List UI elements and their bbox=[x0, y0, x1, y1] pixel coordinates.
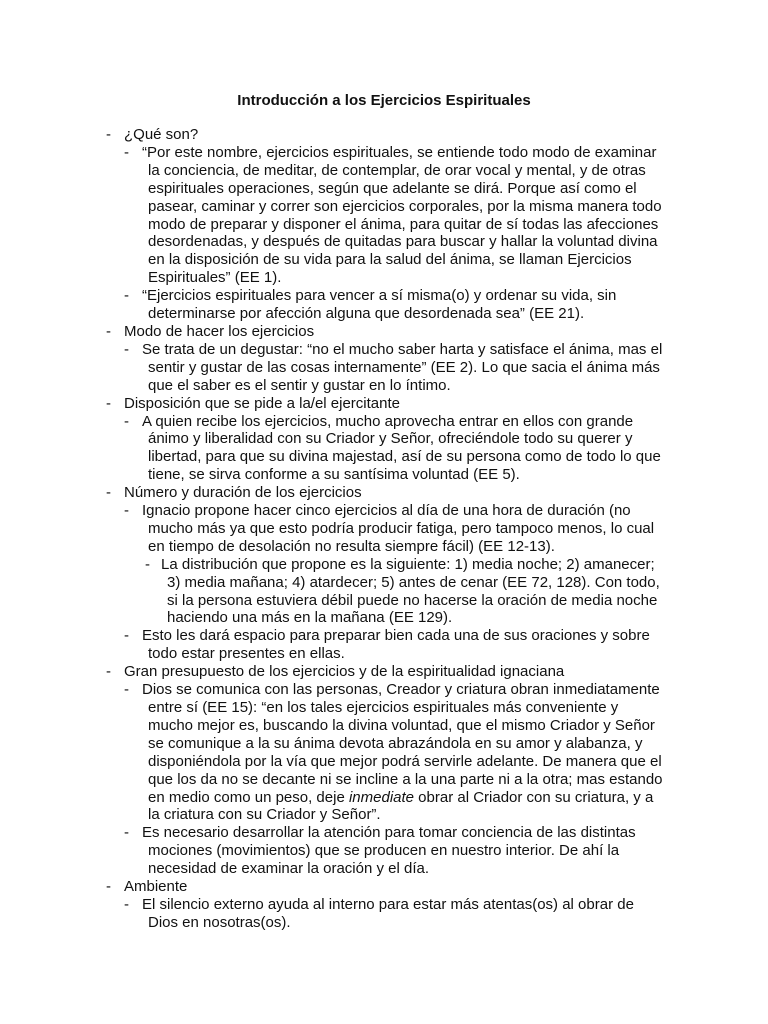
outline-text: Disposición que se pide a la/el ejercitante bbox=[124, 394, 400, 412]
bullet-dash: - bbox=[106, 663, 111, 681]
outline-text: Gran presupuesto de los ejercicios y de la espiritualidad ignaciana bbox=[124, 663, 565, 681]
outline-text: Es necesario desarrollar la atención para tomar conciencia de las distintas mociones (movimientos) que se producen en nuestro interior. De ahí la necesidad de examinar la oración y el día. bbox=[142, 824, 636, 878]
outline-subitem bbox=[0, 627, 664, 663]
bullet-dash: - bbox=[124, 502, 129, 520]
outline-text: Dios se comunica con las personas, Creador y criatura obran inmediatamente entre sí (EE 15): “en los tales ejercicios espirituales más conveniente y mucho mejor es, buscando la divina voluntad, que el mismo Criador y Señor se comunique a la su ánima devota abrazándola en su amor y alabanza, y disponiéndola por la vía que mejor podrá servirle adelante. De manera que el que los da no se decante ni se incline a la una parte ni a la otra; mas estando en medio como un peso, deje inmediate obrar al Criador con su criatura, y a la criatura con su Criador y Señor”. bbox=[142, 681, 663, 824]
outline-text: Esto les dará espacio para preparar bien cada una de sus oraciones y sobre todo estar presentes en ellas. bbox=[142, 627, 650, 663]
outline-text: La distribución que propone es la siguiente: 1) media noche; 2) amanecer; 3) media mañana; 4) atardecer; 5) antes de cenar (EE 72, 128). Con todo, si la persona estuviera débil puede no hacerse la oración de media noche haciendo una más en la mañana (EE 129). bbox=[161, 555, 660, 627]
bullet-dash: - bbox=[106, 126, 111, 143]
outline-subitem bbox=[0, 896, 664, 932]
outline-heading bbox=[0, 395, 664, 413]
bullet-dash: - bbox=[106, 394, 111, 412]
outline-text: Se trata de un degustar: “no el mucho saber harta y satisface el ánima, mas el sentir y gustar de las cosas internamente” (EE 2). Lo que sacia el ánima más que el saber es el sentir y gustar en lo íntimo. bbox=[142, 340, 663, 394]
outline-subitem bbox=[0, 681, 664, 824]
document-title: Introducción a los Ejercicios Espirituales bbox=[237, 92, 531, 109]
outline-subitem bbox=[0, 413, 664, 485]
outline-heading bbox=[0, 663, 664, 681]
bullet-dash: - bbox=[124, 412, 129, 430]
outline-heading bbox=[0, 323, 664, 341]
bullet-dash: - bbox=[124, 340, 129, 358]
outline-subitem bbox=[0, 556, 664, 628]
outline-text: Ignacio propone hacer cinco ejercicios al día de una hora de duración (no mucho más ya que esto podría producir fatiga, pero tampoco menos, lo cual en tiempo de desolación no resulta siempre fácil) (EE 12-13). bbox=[142, 502, 655, 555]
bullet-dash: - bbox=[106, 322, 111, 340]
bullet-dash: - bbox=[106, 484, 111, 502]
outline-text: A quien recibe los ejercicios, mucho aprovecha entrar en ellos con grande ánimo y liberalidad con su Criador y Señor, ofreciéndole todo su querer y libertad, para que su divina majestad, así de su persona como de todo lo que tiene, se sirva conforme a su santísima voluntad (EE 5). bbox=[142, 412, 661, 484]
bullet-dash: - bbox=[124, 287, 129, 305]
italic-term: inmediate bbox=[348, 788, 415, 806]
bullet-dash: - bbox=[124, 824, 129, 842]
outline-subitem bbox=[0, 287, 664, 323]
outline-text: Número y duración de los ejercicios bbox=[124, 484, 362, 502]
bullet-dash: - bbox=[145, 555, 150, 573]
outline-text: El silencio externo ayuda al interno para estar más atentas(os) al obrar de Dios en nosotras(os). bbox=[142, 895, 634, 931]
outline-heading bbox=[0, 126, 664, 144]
outline-text: “Ejercicios espirituales para vencer a sí misma(o) y ordenar su vida, sin determinarse por afección alguna que desordenada sea” (EE 21). bbox=[142, 287, 617, 323]
outline-heading bbox=[0, 878, 664, 896]
outline-text: “Por este nombre, ejercicios espirituales, se entiende todo modo de examinar la conciencia, de meditar, de contemplar, de orar vocal y mental, y de otras espirituales operaciones, según que adelante se dirá. Porque así como el pasear, caminar y correr son ejercicios corporales, por la misma manera todo modo de preparar y disponer el ánima, para quitar de sí todas las afecciones desordenadas, y después de quitadas para buscar y hallar la voluntad divina en la disposición de su vida para la salud del ánima, se llaman Ejercicios Espirituales” (EE 1). bbox=[142, 143, 662, 287]
outline-text: Modo de hacer los ejercicios bbox=[124, 322, 315, 340]
outline-heading bbox=[0, 484, 664, 502]
outline-subitem bbox=[0, 144, 664, 287]
bullet-dash: - bbox=[124, 681, 129, 699]
bullet-dash: - bbox=[124, 895, 129, 913]
bullet-dash: - bbox=[124, 627, 129, 645]
bullet-dash: - bbox=[106, 878, 111, 896]
outline-subitem bbox=[0, 824, 664, 878]
outline-subitem bbox=[0, 502, 664, 556]
outline-list bbox=[0, 126, 768, 932]
outline-subitem bbox=[0, 341, 664, 395]
bullet-dash: - bbox=[124, 143, 129, 161]
outline-text: ¿Qué son? bbox=[124, 126, 199, 143]
outline-text: Ambiente bbox=[124, 878, 188, 896]
